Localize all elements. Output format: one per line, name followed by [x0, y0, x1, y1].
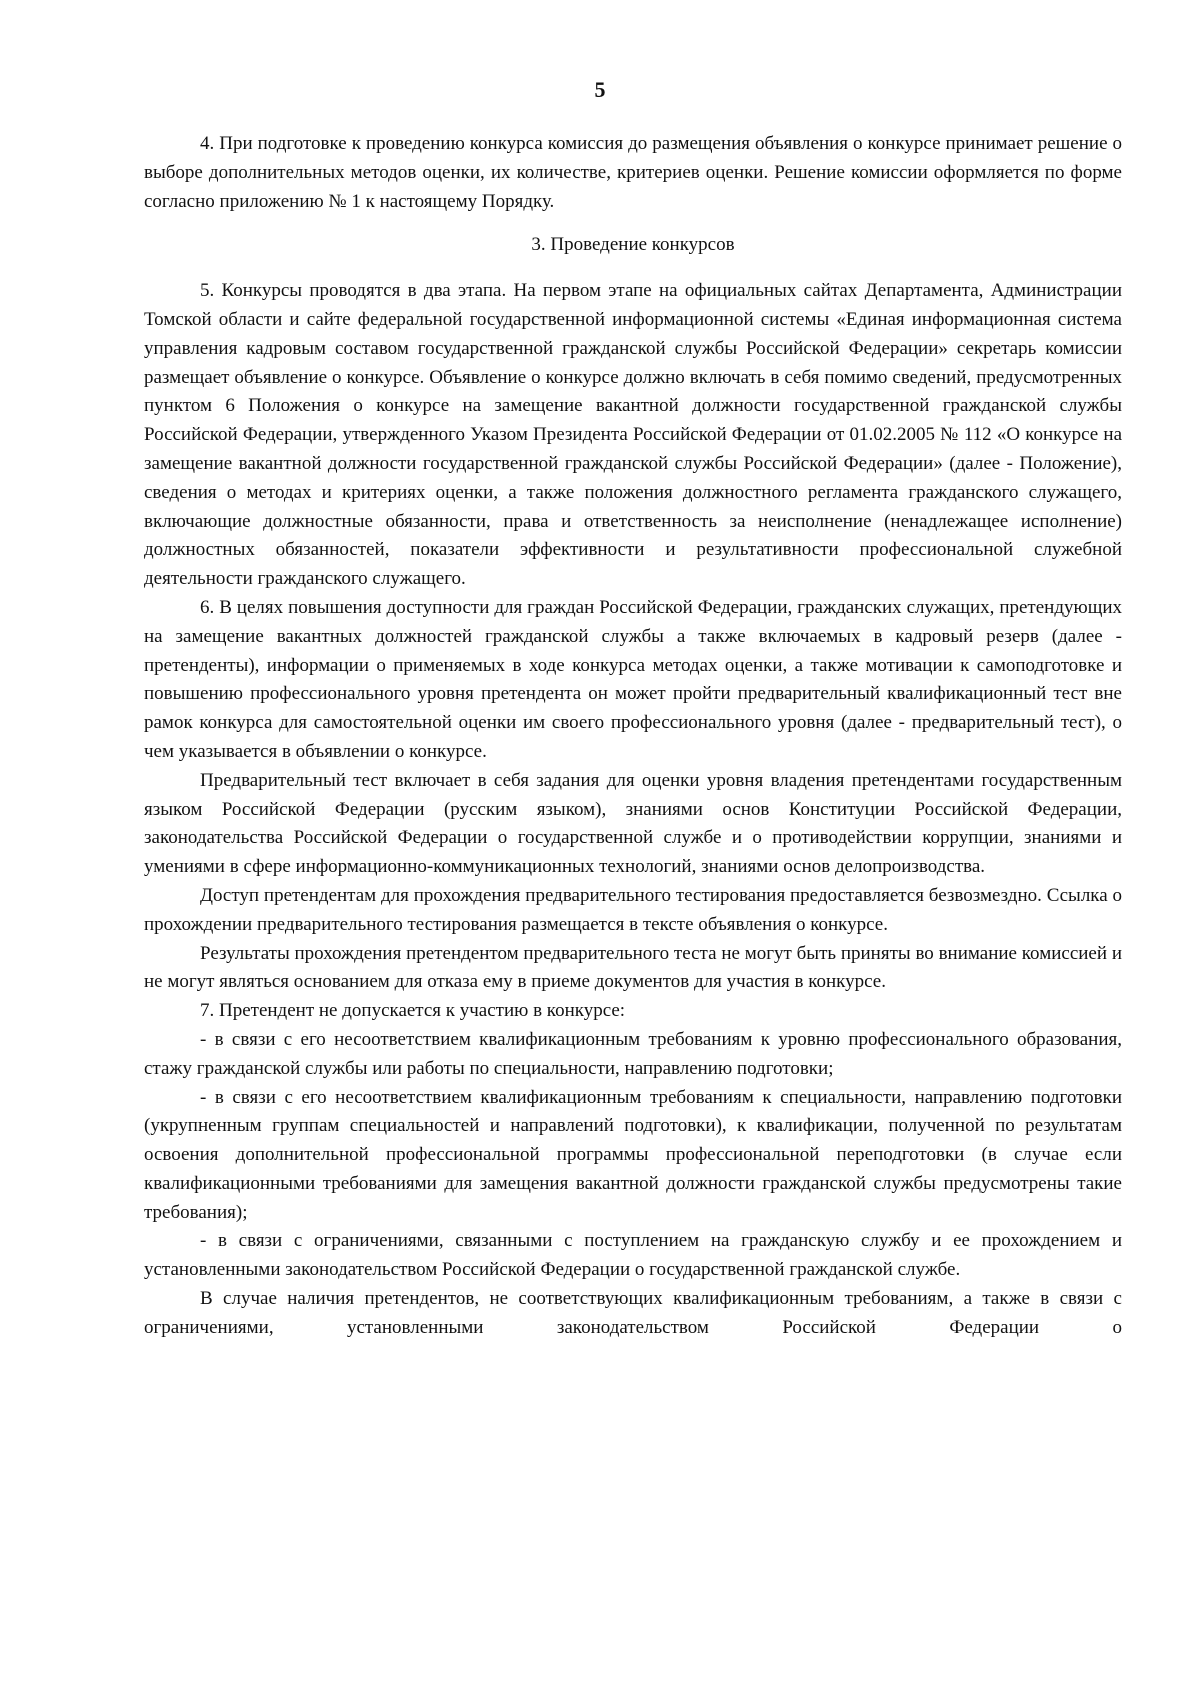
document-body: [144, 130, 1122, 1343]
paragraph-5: 5. Конкурсы проводятся в два этапа. На первом этапе на официальных сайтах Департамента, Администрации Томской области и сайте федеральной государственной информационной системы «Единая информационная система управления кадровым составом государственной гражданской службы Российской Федерации» секретарь комиссии размещает объявление о конкурсе. Объявление о конкурсе должно включать в себя помимо сведений, предусмотренных пунктом 6 Положения о конкурсе на замещение вакантной должности государственной гражданской службы Российской Федерации, утвержденного Указом Президента Российской Федерации от 01.02.2005 № 112 «О конкурсе на замещение вакантной должности государственной гражданской службы Российской Федерации» (далее - Положение), сведения о методах и критериях оценки, а также положения должностного регламента гражданского служащего, включающие должностные обязанности, права и ответственность за неисполнение (ненадлежащее исполнение) должностных обязанностей, показатели эффективности и результативности профессиональной служебной деятельности гражданского служащего.: [144, 280, 1122, 590]
paragraph-preliminary-test: Предварительный тест включает в себя задания для оценки уровня владения претендентами государственным языком Российской Федерации (русским языком), знаниями основ Конституции Российской Федерации, законодательства Российской Федерации о государственной службе и о противодействии коррупции, знаниями и умениями в сфере информационно-коммуникационных технологий, знаниями основ делопроизводства.: [144, 769, 1122, 878]
paragraph-test-results: Результаты прохождения претендентом предварительного теста не могут быть приняты во внимание комиссией и не могут являться основанием для отказа ему в приеме документов для участия в конкурсе.: [144, 942, 1122, 993]
paragraph-noncompliant-candidates: В случае наличия претендентов, не соответствующих квалификационным требованиям, а также в связи с ограничениями, установленными законодательством Российской Федерации о: [144, 1288, 1122, 1338]
section-title: 3. Проведение конкурсов: [531, 234, 735, 256]
paragraph-6: 6. В целях повышения доступности для граждан Российской Федерации, гражданских служащих, претендующих на замещение вакантных должностей гражданской службы а также включаемых в кадровый резерв (далее - претенденты), информации о применяемых в ходе конкурса методах оценки, а также мотивации к самоподготовке и повышению профессионального уровня претендента он может пройти предварительный квалификационный тест вне рамок конкурса для самостоятельной оценки им своего профессионального уровня (далее - предварительный тест), о чем указывается в объявлении о конкурсе.: [144, 596, 1122, 762]
paragraph-7-item-specialty: - в связи с его несоответствием квалификационным требованиям к специальности, направлению подготовки (укрупненным группам специальностей и направлений подготовки), к квалификации, полученной по результатам освоения дополнительной профессиональной программы профессиональной переподготовки (в случае если квалификационными требованиями для замещения вакантной должности гражданской службы предусмотрены такие требования);: [144, 1086, 1122, 1223]
paragraph-test-access: Доступ претендентам для прохождения предварительного тестирования предоставляется безвозмездно. Ссылка о прохождении предварительного тестирования размещается в тексте объявления о конкурсе.: [144, 884, 1122, 935]
paragraph-4: 4. При подготовке к проведению конкурса комиссия до размещения объявления о конкурсе принимает решение о выборе дополнительных методов оценки, их количестве, критериев оценки. Решение комиссии оформляется по форме согласно приложению № 1 к настоящему Порядку.: [144, 133, 1122, 212]
paragraph-7-item-restrictions: - в связи с ограничениями, связанными с поступлением на гражданскую службу и ее прохождением и установленными законодательством Российской Федерации о государственной гражданской службе.: [144, 1230, 1122, 1281]
paragraph-7-item-education: - в связи с его несоответствием квалификационным требованиям к уровню профессионального образования, стажу гражданской службы или работы по специальности, направлению подготовки;: [144, 1028, 1122, 1079]
page-number: 5: [594, 77, 606, 102]
paragraph-7: 7. Претендент не допускается к участию в конкурсе:: [200, 1000, 626, 1022]
